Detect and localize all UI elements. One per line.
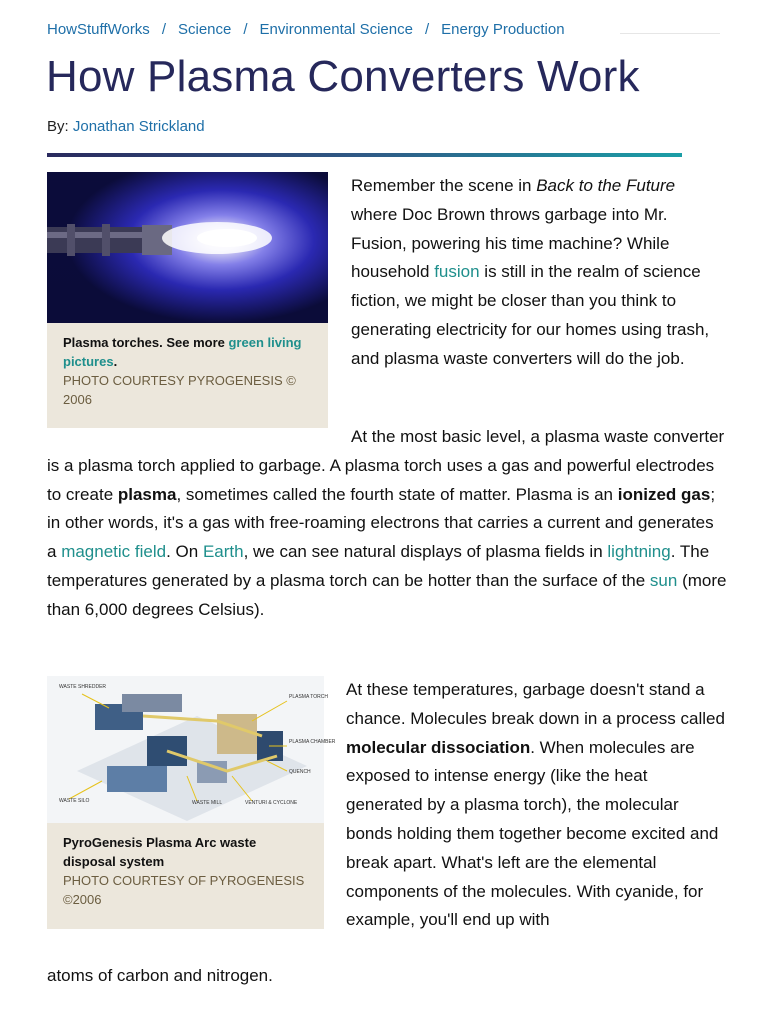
breadcrumb-environmental-science[interactable]: Environmental Science (259, 21, 413, 38)
plasma-torch-photo-icon (47, 172, 328, 323)
byline (47, 118, 205, 135)
photo-credit: PHOTO COURTESY OF PYROGENESIS ©2006 (63, 873, 305, 907)
diagram-label: QUENCH (289, 769, 311, 775)
earth-link[interactable]: Earth (202, 542, 244, 562)
breadcrumb-separator: / (161, 21, 166, 38)
diagram-label: PLASMA CHAMBER (289, 739, 336, 745)
paragraph-conclusion: atoms of carbon and nitrogen. (47, 966, 273, 985)
fusion-link[interactable]: fusion (434, 262, 480, 282)
breadcrumb-science[interactable]: Science (177, 21, 232, 38)
lightning-link[interactable]: lightning (607, 542, 671, 562)
breadcrumb-divider (620, 33, 720, 34)
paragraph-temperatures: At these temperatures, garbage doesn't stand a chance. Molecules break down in a process called molecular dissociation. When molecules are exposed to intense energy (like the heat generated by a plasma torch), the molecular bonds holding them together become excited and break apart. What's left are the elemental components of the molecules. With cyanide, for example, you'll end up with (346, 680, 725, 930)
caption-title: PyroGenesis Plasma Arc waste disposal system (63, 835, 257, 869)
author-link[interactable]: Jonathan Strickland (72, 118, 205, 135)
breadcrumb-separator: / (424, 21, 430, 38)
diagram-label: WASTE SHREDDER (59, 684, 107, 690)
breadcrumb-energy-production[interactable]: Energy Production (441, 21, 565, 38)
diagram-label: PLASMA TORCH (289, 694, 328, 700)
figure-plasma-arc-system (47, 676, 336, 929)
diagram-label: VENTURI & CYCLONE (245, 800, 298, 806)
breadcrumb (47, 21, 565, 38)
breadcrumb-howstuffworks[interactable]: HowStuffWorks (47, 21, 150, 38)
photo-credit: PHOTO COURTESY PYROGENESIS © 2006 (63, 373, 296, 407)
figure-plasma-torch (47, 172, 328, 428)
figure-caption (47, 323, 328, 409)
green-living-pictures-link[interactable]: green living pictures (63, 335, 302, 369)
title-divider (47, 153, 682, 157)
paragraph-intro: Remember the scene in Back to the Future where Doc Brown throws garbage into Mr. Fusion, powering his time machine? While household fusion is still in the realm of science fiction, we might be closer than you think to generating electricity for our homes using trash, and plasma waste converters will do the job. (351, 176, 710, 368)
page-title: How Plasma Converters Work (46, 52, 640, 101)
caption-title: Plasma torches. See more green living pictures. (63, 335, 302, 369)
breadcrumb-separator: / (243, 21, 248, 38)
paragraph-basic-level: At the most basic level, a plasma waste converter is a plasma torch applied to garbage. A plasma torch uses a gas and powerful electrodes to create plasma, sometimes called the fourth state of matter. Plasma is an ionized gas; in other words, it's a gas with free-roaming electrons that carries a current and generates a magnetic field. On Earth, we can see natural displays of plasma fields in lightning. The temperatures generated by a plasma torch can be hotter than the surface of the sun (more than 6,000 degrees Celsius). (47, 427, 727, 619)
diagram-label: WASTE MILL (192, 800, 223, 806)
figure-caption (47, 823, 324, 909)
magnetic-field-link[interactable]: magnetic field (61, 542, 167, 562)
sun-link[interactable]: sun (649, 570, 678, 590)
plasma-arc-system-diagram-icon (47, 676, 336, 823)
diagram-label: WASTE SILO (59, 798, 90, 804)
byline-label: By: (47, 118, 69, 135)
